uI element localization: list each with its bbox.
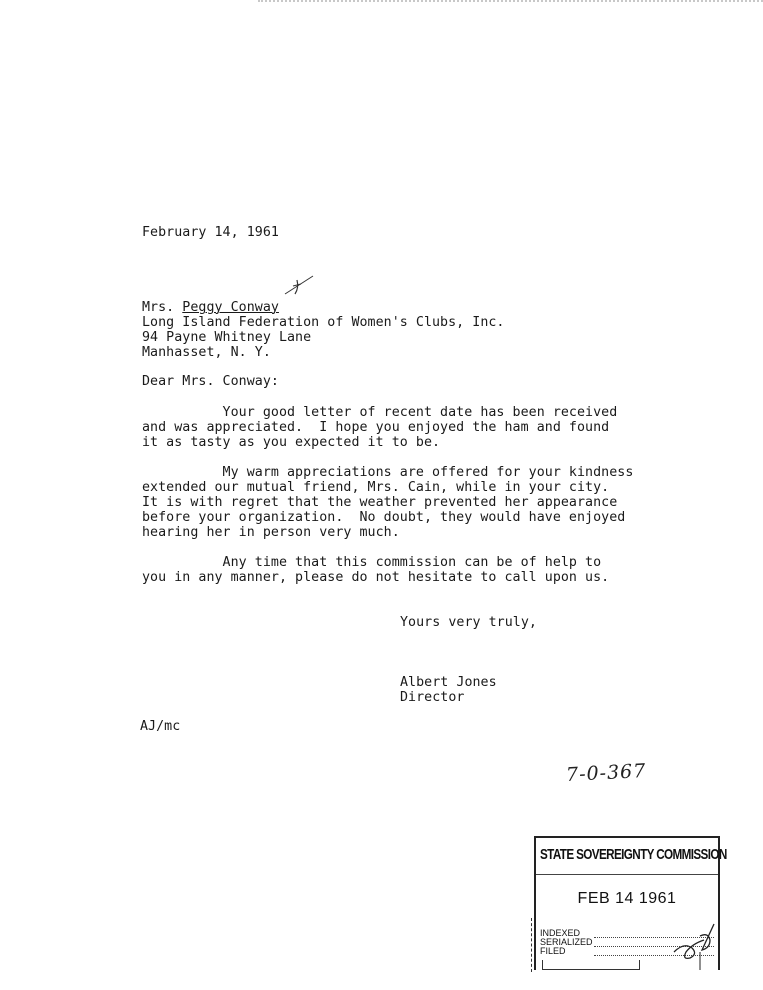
closing: Yours very truly, [400, 615, 537, 630]
paragraph-line: it as tasty as you expected it to be. [142, 435, 441, 450]
paragraph-line: before your organization. No doubt, they would have enjoyed [142, 510, 626, 525]
paragraph-line: My warm appreciations are offered for your kindness [142, 465, 634, 480]
paragraph-line: and was appreciated. I hope you enjoyed the ham and found [142, 420, 610, 435]
paragraph-line: Your good letter of recent date has been received [142, 405, 618, 420]
paragraph-line: Any time that this commission can be of help to [142, 555, 602, 570]
recipient-name-line [142, 300, 279, 315]
stamp-field-indexed: INDEXED [540, 928, 581, 938]
commission-stamp [534, 836, 727, 970]
salutation: Dear Mrs. Conway: [142, 374, 279, 389]
letter-date: February 14, 1961 [142, 225, 279, 240]
check-mark [283, 272, 319, 298]
stamp-date: FEB 14 1961 [577, 890, 677, 907]
recipient-street: 94 Payne Whitney Lane [142, 330, 312, 345]
stamp-bottom-box [542, 960, 640, 970]
stamp-field-filed: FILED [540, 946, 566, 956]
stamp-divider [536, 874, 718, 875]
recipient-prefix: Mrs. [142, 300, 183, 315]
signer-title: Director [400, 690, 465, 705]
recipient-city: Manhasset, N. Y. [142, 345, 271, 360]
recipient-name: Peggy Conway [182, 300, 279, 315]
typist-initials: AJ/mc [140, 719, 181, 734]
paragraph-line: hearing her in person very much. [142, 525, 400, 540]
paragraph-line: you in any manner, please do not hesitate to call upon us. [142, 570, 610, 585]
signer-name: Albert Jones [400, 675, 497, 690]
stamp-title: STATE SOVEREIGNTY COMMISSION [540, 846, 727, 863]
paragraph-line: extended our mutual friend, Mrs. Cain, while in your city. [142, 480, 610, 495]
paragraph-line: It is with regret that the weather prevented her appearance [142, 495, 618, 510]
stamp-field-serialized: SERIALIZED [540, 937, 593, 947]
scan-edge-dots [258, 0, 763, 4]
handwritten-file-number: 7-0-367 [565, 759, 647, 787]
stamp-edge [531, 918, 532, 972]
recipient-organization: Long Island Federation of Women's Clubs, Inc. [142, 315, 505, 330]
handwritten-initial-mark [670, 922, 720, 972]
